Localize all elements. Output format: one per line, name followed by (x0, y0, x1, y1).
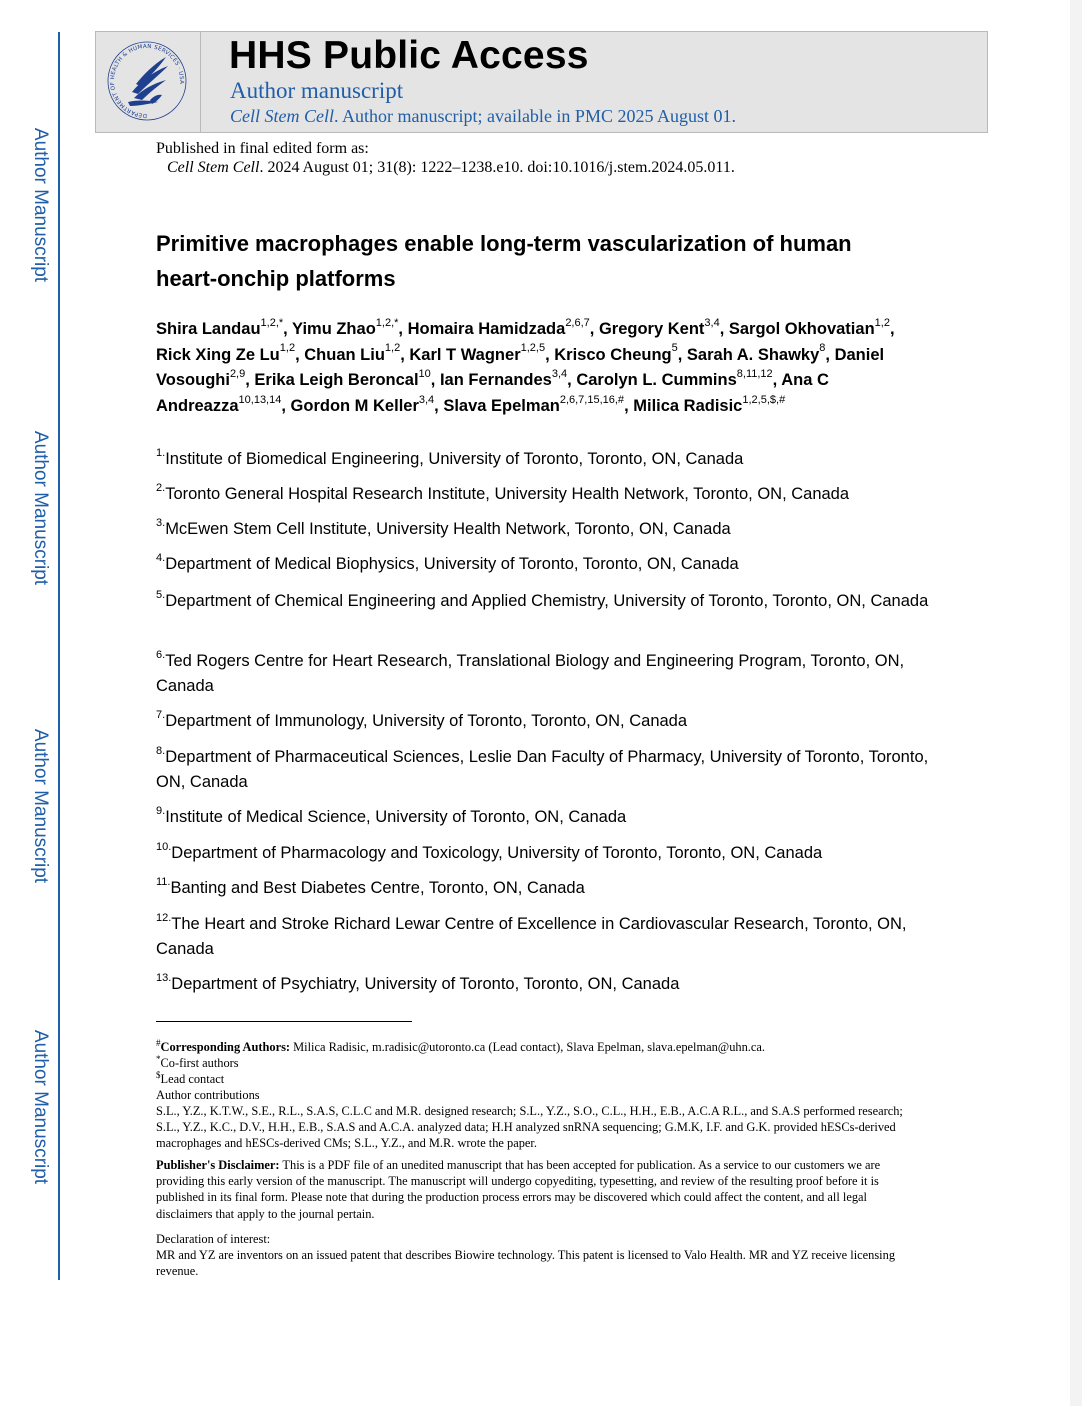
author-affiliation-marks: 1,2 (279, 342, 296, 355)
publisher-disclaimer: Publisher's Disclaimer: This is a PDF file of an unedited manuscript that has been accepted for publication. As a service to our customers we are providing this early version of the manuscript. The manuscript will undergo copyediting, typesetting, and review of the resulting proof before it is published in its final form. Please note that during the production process errors may be discovered which could affect the content, and all legal disclaimers that apply to the journal pertain. (156, 1158, 881, 1221)
citation: Cell Stem Cell. 2024 August 01; 31(8): 1222–1238.e10. doi:10.1016/j.stem.2024.05.011. (167, 159, 735, 176)
affiliation-text: Department of Chemical Engineering and Applied Chemistry, University of Toronto, Toronto, ON, Canada (165, 592, 929, 610)
sidebar-rule (58, 32, 60, 1280)
author-affiliation-marks: 1,2,5,$,# (742, 393, 786, 406)
affiliation-number: 4. (156, 551, 166, 564)
affiliation-item (156, 589, 936, 614)
author-affiliation-marks: 5 (671, 342, 678, 355)
author-affiliation-marks: 1,2 (384, 342, 401, 355)
affiliation-item (156, 447, 936, 472)
affiliation-number: 5. (156, 588, 166, 601)
affiliation-number: 1. (156, 446, 166, 459)
affiliation-number: 6. (156, 648, 166, 661)
author-affiliation-marks: 10,13,14 (238, 393, 282, 406)
availability-line: Cell Stem Cell. Author manuscript; available in PMC 2025 August 01. (230, 106, 736, 126)
affiliation-item (156, 517, 936, 542)
author-affiliation-marks: 8,11,12 (736, 367, 773, 380)
affiliation-text: Institute of Biomedical Engineering, University of Toronto, Toronto, ON, Canada (165, 450, 744, 468)
affiliation-item (156, 841, 936, 866)
hhs-header (95, 31, 988, 133)
interest-heading: Declaration of interest: (156, 1232, 271, 1246)
author-name: Rick Xing Ze Lu (156, 345, 280, 364)
affiliation-number: 7. (156, 708, 166, 721)
affiliation-text: Toronto General Hospital Research Institute, University Health Network, Toronto, ON, Canada (165, 485, 850, 503)
author-name: Erika Leigh Beroncal (254, 371, 419, 390)
author-name: Homaira Hamidzada (407, 320, 566, 338)
author-separator: , (281, 397, 291, 416)
affiliation-number: 10. (156, 840, 172, 853)
author-name: Shira Landau (156, 320, 261, 338)
affiliation-number: 3. (156, 516, 166, 529)
author-name: Carolyn L. Cummins (576, 371, 737, 390)
article-title: Primitive macrophages enable long-term vascularization of human heart-onchip platforms (156, 231, 852, 291)
author-name: Sarah A. Shawky (686, 345, 820, 364)
author-affiliation-marks: 2,9 (229, 367, 246, 380)
affiliation-text: The Heart and Stroke Richard Lewar Centre of Excellence in Cardiovascular Research, Toronto, ON, Canada (156, 915, 907, 958)
affiliation-number: 8. (156, 744, 166, 757)
author-separator: , (245, 371, 255, 390)
lead-contact-note: $Lead contact (156, 1069, 225, 1086)
author-name: Milica Radisic (633, 397, 743, 416)
author-separator: , (400, 345, 410, 364)
author-name: Daniel Vosoughi (156, 345, 885, 390)
affiliation-item (156, 552, 936, 577)
affiliation-number: 11. (156, 875, 171, 888)
affiliation-item (156, 972, 936, 997)
affiliation-item (156, 709, 936, 734)
author-separator: , (889, 320, 895, 338)
hhs-eagle-icon (106, 40, 188, 124)
author-name: Karl T Wagner (409, 345, 521, 364)
author-separator: , (434, 397, 444, 416)
footnote-rule (156, 1021, 412, 1022)
hhs-logo (96, 32, 201, 132)
author-affiliation-marks: 1,2,* (260, 316, 284, 329)
author-separator: , (567, 371, 577, 390)
author-affiliation-marks: 3,4 (418, 393, 435, 406)
interest-text: MR and YZ are inventors on an issued patent that describes Biowire technology. This patent is licensed to Valo Health. MR and YZ receive licensing revenue. (156, 1248, 896, 1279)
affiliation-number: 9. (156, 804, 166, 817)
author-name: Gregory Kent (598, 320, 705, 338)
affiliation-text: Department of Immunology, University of Toronto, Toronto, ON, Canada (165, 712, 688, 730)
contributions-heading: Author contributions (156, 1088, 260, 1102)
author-name: Chuan Liu (304, 345, 385, 364)
author-affiliation-marks: 10 (418, 367, 431, 380)
author-separator: , (398, 320, 408, 338)
author-separator: , (624, 397, 634, 416)
affiliation-item (156, 912, 936, 962)
affiliation-text: Department of Pharmacology and Toxicology, University of Toronto, Toronto, ON, Canada (171, 844, 823, 862)
affiliation-item (156, 805, 936, 830)
affiliation-text: Department of Medical Biophysics, University of Toronto, Toronto, ON, Canada (165, 555, 739, 573)
author-list (156, 317, 916, 420)
journal-name: Cell Stem Cell (230, 106, 334, 126)
affiliation-text: Institute of Medical Science, University of Toronto, ON, Canada (165, 808, 627, 826)
affiliation-number: 13. (156, 971, 172, 984)
author-manuscript-label: Author manuscript (230, 78, 404, 103)
author-affiliation-marks: 1,2,5 (520, 342, 546, 355)
affiliation-text: Department of Pharmaceutical Sciences, Leslie Dan Faculty of Pharmacy, University of Toronto, Toronto, ON, Canada (156, 748, 929, 791)
affiliation-number: 12. (156, 911, 172, 924)
svg-text:DEPARTMENT OF HEALTH & HUMAN S: DEPARTMENT OF HEALTH & HUMAN SERVICES · USA (110, 43, 185, 119)
author-affiliation-marks: 1,2 (874, 316, 890, 329)
affiliation-item (156, 745, 936, 795)
author-name: Sargol Okhovatian (728, 320, 875, 338)
author-separator: , (772, 371, 782, 390)
affiliation-text: Banting and Best Diabetes Centre, Toronto, ON, Canada (170, 879, 585, 897)
author-affiliation-marks: 3,4 (551, 367, 568, 380)
corresponding-authors-note: #Corresponding Authors: Milica Radisic, m.radisic@utoronto.ca (Lead contact), Slava Epelman, slava.epelman@uhn.ca. (156, 1037, 765, 1054)
author-name: Ian Fernandes (439, 371, 552, 390)
published-info (156, 140, 735, 177)
author-separator: , (677, 345, 687, 364)
affiliation-text: Ted Rogers Centre for Heart Research, Translational Biology and Engineering Program, Toronto, ON, Canada (156, 652, 905, 695)
author-separator: , (825, 345, 835, 364)
co-first-note: *Co-first authors (156, 1053, 239, 1070)
hhs-title: HHS Public Access (229, 34, 589, 77)
affiliation-text: Department of Psychiatry, University of Toronto, Toronto, ON, Canada (171, 975, 680, 993)
author-separator: , (430, 371, 440, 390)
author-name: Ana C Andreazza (156, 371, 829, 416)
author-affiliation-marks: 2,6,7 (565, 316, 590, 329)
affiliation-item (156, 482, 936, 507)
author-affiliation-marks: 8 (819, 342, 826, 355)
page-edge (1070, 0, 1082, 1406)
author-separator: , (283, 320, 293, 338)
author-name: Krisco Cheung (554, 345, 672, 364)
author-separator: , (719, 320, 729, 338)
affiliation-item (156, 649, 936, 699)
author-affiliation-marks: 1,2,* (375, 316, 399, 329)
author-separator: , (545, 345, 555, 364)
author-name: Slava Epelman (443, 397, 560, 416)
author-name: Yimu Zhao (292, 320, 376, 338)
author-affiliation-marks: 3,4 (704, 316, 720, 329)
author-name: Gordon M Keller (290, 397, 419, 416)
affiliation-item (156, 876, 936, 901)
published-label: Published in final edited form as: (156, 140, 369, 157)
contributions-text: S.L., Y.Z., K.T.W., S.E., R.L., S.A.S, C.L.C and M.R. designed research; S.L., Y.Z., S.O., C.L., H.H., E.B., A.C.A R.L., and S.A.S performed research; S.L., Y.Z., K.C., D.V., H.H., E.B., S.A.S and A.C.A. analyzed data; H.H analyzed snRNA sequencing; G.M.K, I.F. and G.K. provided hESCs-derived macrophages and hESCs-derived CMs; S.L., Y.Z., and M.R. wrote the paper. (156, 1104, 903, 1151)
author-separator: , (589, 320, 599, 338)
affiliation-text: McEwen Stem Cell Institute, University Health Network, Toronto, ON, Canada (165, 520, 731, 538)
author-separator: , (295, 345, 305, 364)
author-affiliation-marks: 2,6,7,15,16,# (559, 393, 625, 406)
affiliation-number: 2. (156, 481, 166, 494)
